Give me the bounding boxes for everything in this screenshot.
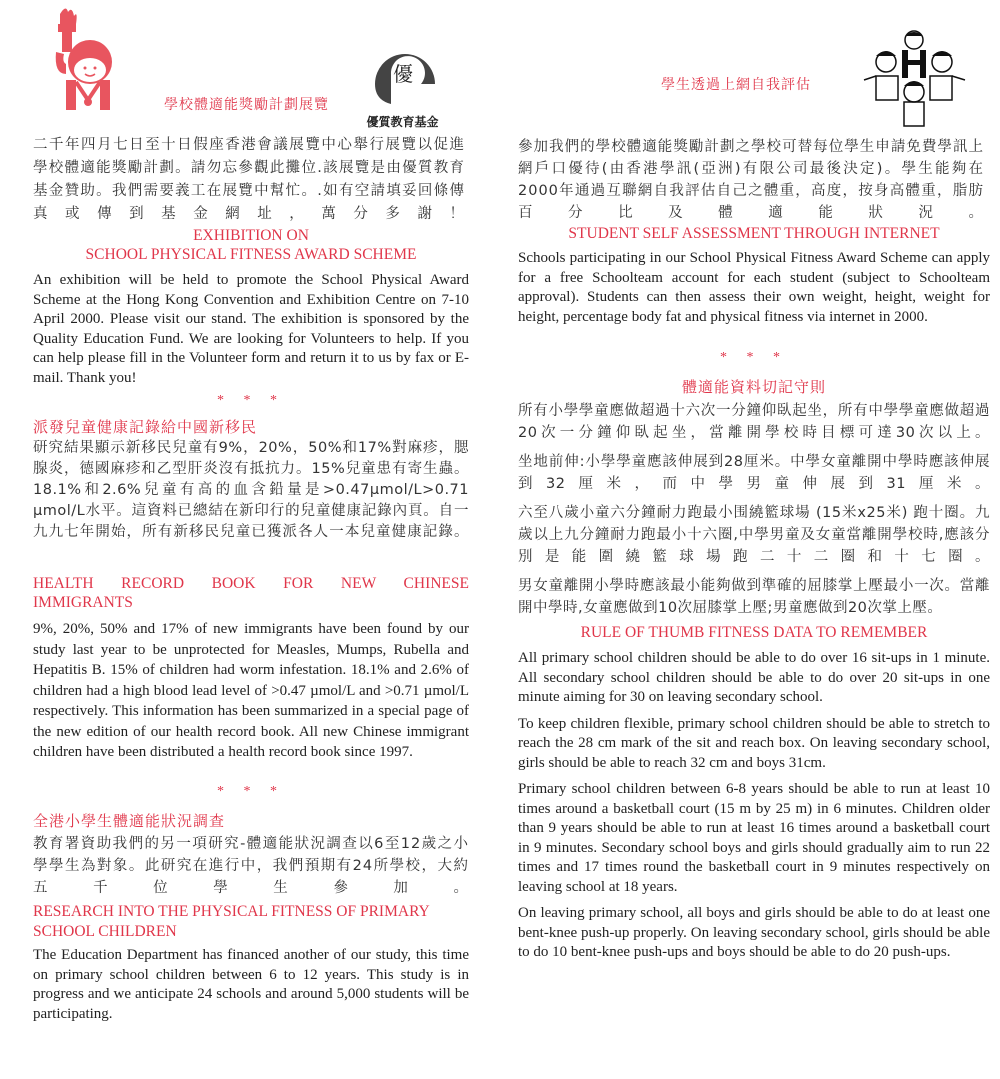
fitness-award-logo xyxy=(52,4,114,110)
self-assessment-title-cn: 學生透過上網自我評估 xyxy=(661,77,811,93)
rule-cn: 所有小學學童應做超過十六次一分鐘仰臥起坐，所有中學學童應做超過20次一分鐘仰臥起坐，當離開學校時目標可達30次以上。 xyxy=(518,403,990,441)
exhibition-body-cn: 二千年四月七日至十日假座香港會議展覽中心舉行展覽以促進學校體適能獎勵計劃。請勿忘參觀此攤位.該展覽是由優質教育基金贊助。我們需要義工在展覽中幫忙。.如有空請填妥回條傳真或傳到基金網址，萬分多謝！ xyxy=(33,137,465,222)
self-assessment-body-cn: 參加我們的學校體適能獎勵計劃之學校可替每位學生申請免費學訊上網戶口優待(由香港學訊(亞洲)有限公司最後決定)。學生能夠在2000年通過互聯網自我評估自己之體重，高度，按身高體重，脂肪百分比及體適能狀況。 xyxy=(518,139,984,221)
health-heading-cn: 派發兒童健康記錄給中國新移民 xyxy=(33,418,258,436)
research-body-cn: 教育署資助我們的另一項研究-體適能狀況調查以6至12歲之小學學生為對象。此研究在進行中，我們預期有24所學校，大約五千位學生參加。 xyxy=(33,836,469,896)
research-heading-cn: 全港小學生體適能狀況調查 xyxy=(33,812,226,830)
rule-cn: 坐地前伸:小學學童應該伸展到28厘米。中學女童離開中學時應該伸展到32厘米，而中學男童伸展到31厘米。 xyxy=(518,454,990,492)
children-group-logo xyxy=(862,24,967,128)
research-body: The Education Department has financed another of our study, this time on primary school children between 6 to 12 years. This study is in progress and we anticipate 24 schools and around 5,000 students will be participating. xyxy=(33,947,469,1022)
rule-item: Primary school children between 6-8 years should be able to run at least 10 times around a basketball court (15 m by 25 m) in 6 minutes. Children older than 9 years should be able to run at least 16 times around a basketball court in 9 minutes. Secondary school boys and girls should gradually aim to run 22 times and 17 times round the basketball court in 9 minutes respectively on leaving school at 18 years. xyxy=(518,781,990,895)
rule-cn: 六至八歲小童六分鐘耐力跑最小围繞籃球場 (15米x25米) 跑十圈。九歲以上九分鐘耐力跑最小十六圈,中學男童及女童當離開學校時,應該分別是能圍繞籃球場跑二十二圈和十七圈。 xyxy=(518,505,990,565)
exhibition-title-cn: 學校體適能獎勵計劃展覽 xyxy=(164,97,329,113)
rules-list xyxy=(518,649,990,970)
divider-stars: * * * xyxy=(720,350,788,365)
qef-logo xyxy=(355,34,450,129)
rules-heading: RULE OF THUMB FITNESS DATA TO REMEMBER xyxy=(580,624,928,641)
divider-stars: * * * xyxy=(217,784,285,799)
self-assessment-body: Schools participating in our School Physical Fitness Award Scheme can apply for a free Schoolteam account for each student (subject to Schoolteam approval). Students can then assess their own weight, height, weight for height, percentage body fat and physical fitness via internet in 2000. xyxy=(518,250,990,325)
rule-item: On leaving primary school, all boys and girls should be able to do at least one bent-knee push-up properly. On leaving secondary school, girls should be able to do 10 bent-knee push-ups and boys should be able to do 20 push-ups. xyxy=(518,905,990,960)
rules-heading-cn: 體適能資料切記守則 xyxy=(681,378,826,396)
divider-stars: * * * xyxy=(217,393,285,408)
health-body: 9%, 20%, 50% and 17% of new immigrants have been found by our study last year to be unprotected for Measles, Mumps, Rubella and Hepatitis B. 15% of children had worm infestation. 18.1% and 2.6% of children had a high blood lead level of >0.47 µmol/L and >0.71 µmol/L respectively. This information has been summarized in a special page of the new edition of our health record book. All new Chinese immigrant children have been distributed a health record book since 1997. xyxy=(33,621,469,760)
exhibition-body: An exhibition will be held to promote the School Physical Award Scheme at the Hong Kong Convention and Exhibition Centre on 7-10 April 2000. Please visit our stand. The exhibition is sponsored by the Quality Education Fund. We are looking for Volunteers to help. If you can help please fill in the Volunteer form and return it to us by fax or E-mail. Thank you! xyxy=(33,272,469,386)
rule-cn: 男女童離開小學時應該最小能夠做到準確的屈膝掌上壓最小一次。當離開中學時,女童應做到10次屈膝掌上壓;男童應做到20次掌上壓。 xyxy=(518,578,990,616)
exhibition-heading-line1: EXHIBITION ON xyxy=(193,227,309,244)
qef-logo-char: 優 xyxy=(393,62,413,86)
rule-item: To keep children flexible, primary school children should be able to stretch to reach the 28 cm mark of the sit and reach box. On leaving secondary school, girls should be able to reach 32 cm and boys 31cm. xyxy=(518,715,990,771)
qef-logo-text: 優質教育基金 xyxy=(366,115,439,129)
health-heading-line1: HEALTH RECORD BOOK FOR NEW CHINESE xyxy=(33,575,469,592)
rule-item: All primary school children should be able to do over 16 sit-ups in 1 minute. All secondary school children should be able to do over 20 sit-ups in one minute aiming for 30 on leaving secondary school. xyxy=(518,650,990,705)
self-assessment-heading: STUDENT SELF ASSESSMENT THROUGH INTERNET xyxy=(568,225,940,242)
exhibition-heading-line2: SCHOOL PHYSICAL FITNESS AWARD SCHEME xyxy=(85,246,417,263)
rules-list-cn xyxy=(518,400,990,626)
health-body-cn: 研究結果顯示新移民兒童有9%，20%，50%和17%對麻疹，腮腺炎，德國麻疹和乙型肝炎沒有抵抗力。15%兒童患有寄生蟲。18.1%和2.6%兒童有高的血含鉛量是>0.47µmol/L>0.71 µmol/L水平。這資料已總結在新印行的兒童健康記錄內頁。自一九九七年開始，所有新移民兒童已獲派各人一本兒童健康記錄。 xyxy=(33,440,469,540)
health-heading-line2: IMMIGRANTS xyxy=(33,594,133,611)
research-heading: RESEARCH INTO THE PHYSICAL FITNESS OF PRIMARY SCHOOL CHILDREN xyxy=(33,903,430,940)
